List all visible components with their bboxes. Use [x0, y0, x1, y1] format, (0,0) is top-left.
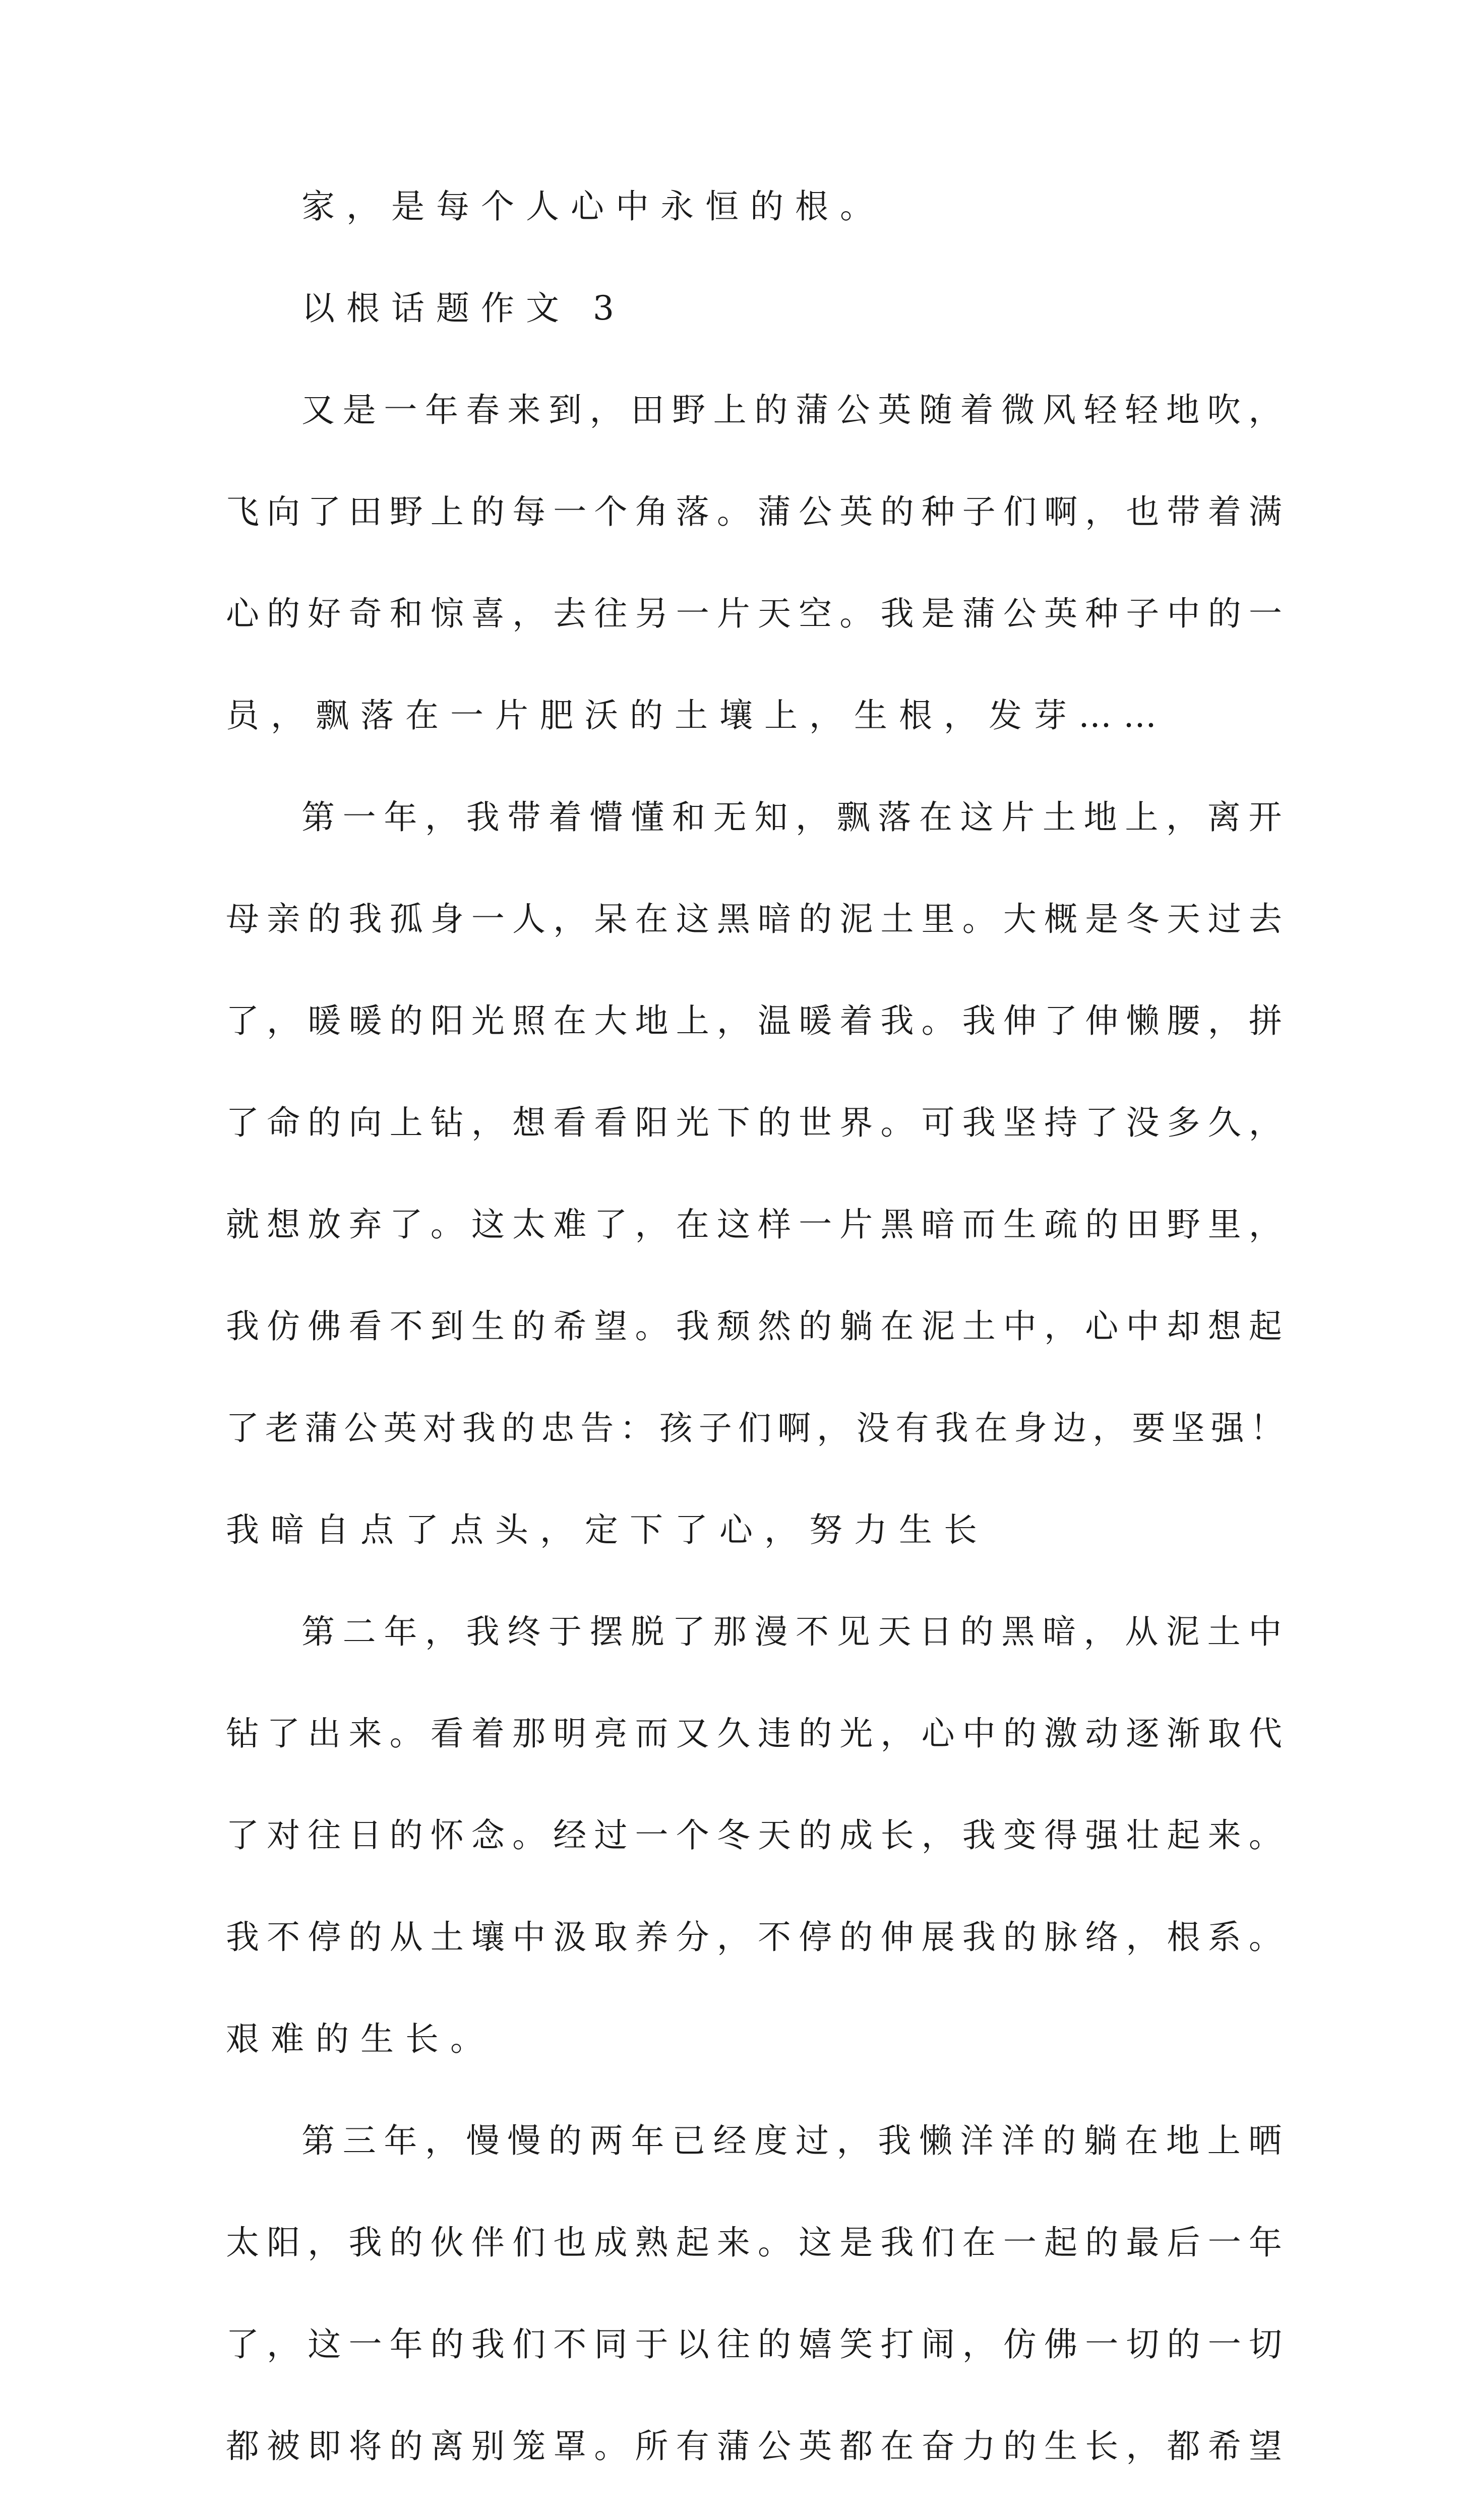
- text-line: 了对往日的怀念。经过一个冬天的成长，我变得强壮起来。: [226, 1816, 1290, 1855]
- text-line: 了老蒲公英对我的忠告：孩子们啊，没有我在身边，要坚强！: [226, 1409, 1290, 1447]
- text-line: 艰难的生长。: [226, 2020, 495, 2058]
- text-line: 了，暖暖的阳光照在大地上，温暖着我。我伸了伸懒腰，拼: [226, 1001, 1290, 1040]
- text-line: 第一年，我带着懵懂和无知，飘落在这片土地上，离开: [301, 798, 1290, 837]
- text-line: 我暗自点了点头，定下了心，努力生长: [226, 1510, 989, 1549]
- text-line: 第三年，慢慢的两年已经度过，我懒洋洋的躺在地上晒: [301, 2121, 1290, 2160]
- text-line: 都被即将的离别笼罩。所有蒲公英都在奋力的生长，都希望: [226, 2427, 1290, 2466]
- text-line: 又是一年春来到，田野上的蒲公英随着微风轻轻地吹，: [301, 391, 1290, 429]
- text-line: 我不停的从土壤中汲取养分，不停的伸展我的脉络，根系。: [226, 1918, 1290, 1957]
- text-line: 了命的向上钻，想看看阳光下的世界。可我坚持了没多久，: [226, 1103, 1290, 1142]
- text-line: 就想放弃了。这太难了，在这样一片黑暗而生疏的田野里，: [226, 1205, 1290, 1244]
- text-line: 我仿佛看不到生的希望。我颓然的躺在泥土中，心中却想起: [226, 1307, 1290, 1346]
- text-line: 员，飘落在一片肥沃的土壤上，生根，发芽……: [226, 696, 1168, 735]
- text-line: 心的好奇和惊喜，去往另一片天空。我是蒲公英种子中的一: [226, 594, 1290, 633]
- text-line: 了，这一年的我们不同于以往的嬉笑打闹，仿佛一切的一切: [226, 2325, 1290, 2364]
- text-line: 第二年，我终于摆脱了那漫不见天日的黑暗，从泥土中: [301, 1612, 1290, 1651]
- text-line: 太阳，我的伙伴们也成熟起来。这是我们在一起的最后一年: [226, 2223, 1290, 2262]
- essay-title: 以根话题作文 3: [301, 289, 626, 328]
- text-line: 家，是每个人心中永恒的根。: [301, 187, 885, 226]
- text-line: 母亲的我孤身一人，呆在这黑暗的泥土里。大概是冬天过去: [226, 900, 1290, 938]
- text-line: 飞向了田野上的每一个角落。蒲公英的种子们啊，也带着满: [226, 492, 1290, 531]
- text-line: 钻了出来。看着那明亮而又久违的光，心中的激动逐渐取代: [226, 1714, 1290, 1753]
